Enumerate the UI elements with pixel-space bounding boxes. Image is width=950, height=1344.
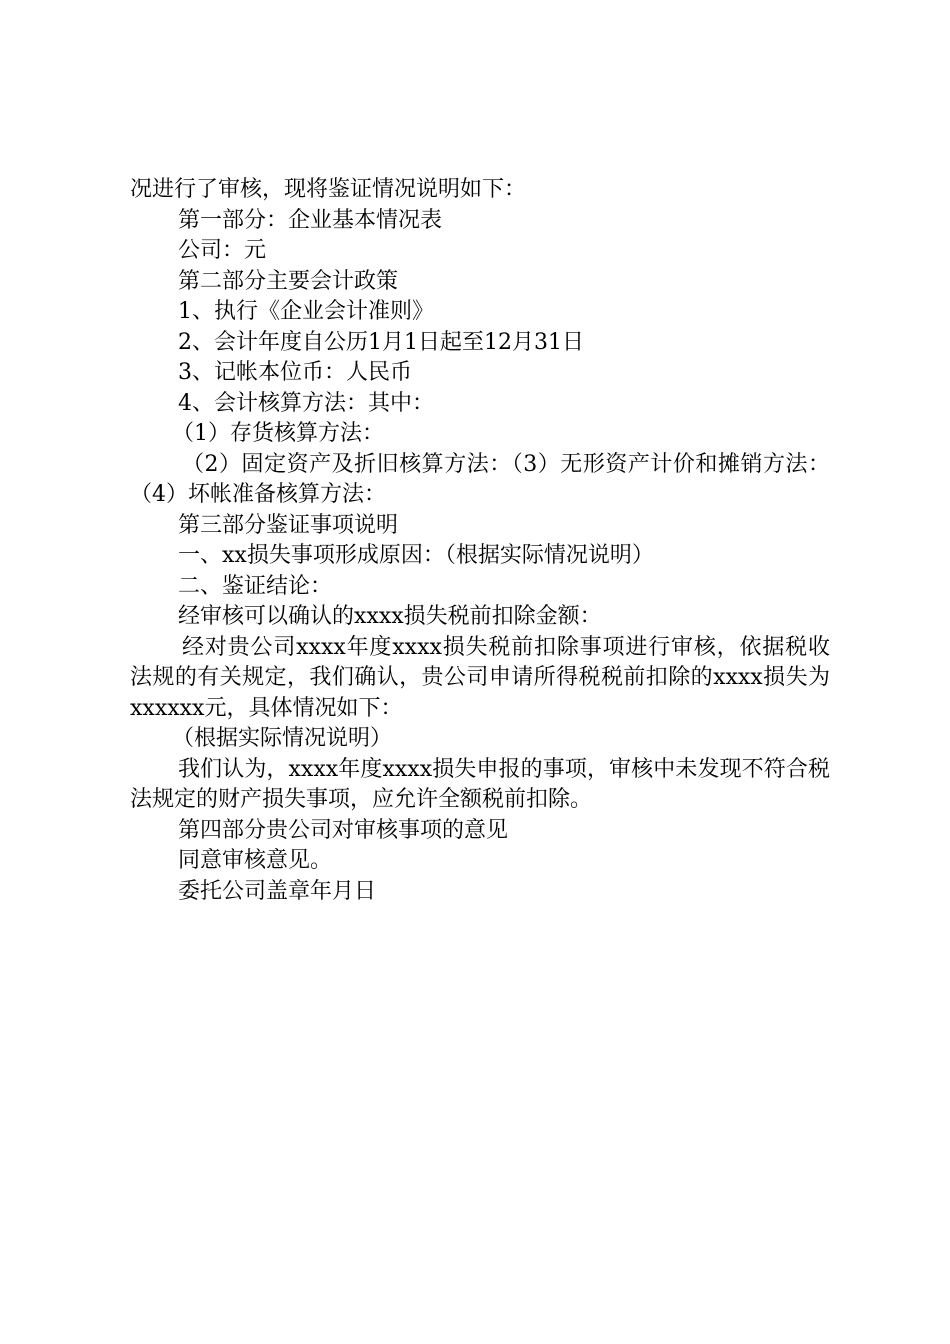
policy-item-1: 1、执行《企业会计准则》 <box>178 299 434 324</box>
document-body <box>130 175 830 907</box>
policy-item-3: 3、记帐本位币：人民币 <box>178 360 412 385</box>
policy-item-4: 4、会计核算方法：其中： <box>178 390 434 416</box>
policy-subitem-1: （1）存货核算方法： <box>172 421 384 446</box>
confirmed-amount-line: 经审核可以确认的xxxx损失税前扣除金额： <box>178 604 602 629</box>
section-heading-part-two: 第二部分主要会计政策 <box>178 268 399 294</box>
paragraph-intro: 况进行了审核，现将鉴证情况说明如下： <box>130 177 527 202</box>
policy-subitem-2-3-4: （2）固定资产及折旧核算方法：（3）无形资产计价和摊销方法：（4）坏帐准备核算方法： <box>130 451 830 507</box>
verification-item-2: 二、鉴证结论： <box>178 573 333 599</box>
section-heading-part-one: 第一部分：企业基本情况表 <box>178 207 443 233</box>
verification-item-1: 一、xx损失事项形成原因：（根据实际情况说明） <box>178 543 654 568</box>
conclusion-paragraph: 我们认为，xxxx年度xxxx损失申报的事项，审核中未发现不符合税法规定的财产损失事项，应允许全额税前扣除。 <box>130 756 830 812</box>
audit-statement-paragraph: 经对贵公司xxxx年度xxxx损失税前扣除事项进行审核，依据税收法规的有关规定，我们确认，贵公司申请所得税税前扣除的xxxx损失为xxxxxx元，具体情况如下： <box>130 634 830 721</box>
agree-opinion-line: 同意审核意见。 <box>178 848 333 873</box>
section-heading-part-three: 第三部分鉴证事项说明 <box>178 512 399 538</box>
policy-item-2: 2、会计年度自公历1月1日起至12月31日 <box>178 329 584 355</box>
company-line: 公司：元 <box>178 238 267 263</box>
section-heading-part-four: 第四部分贵公司对审核事项的意见 <box>178 817 509 843</box>
actual-situation-note: （根据实际情况说明） <box>172 726 393 751</box>
seal-date-line: 委托公司盖章年月日 <box>178 878 377 904</box>
